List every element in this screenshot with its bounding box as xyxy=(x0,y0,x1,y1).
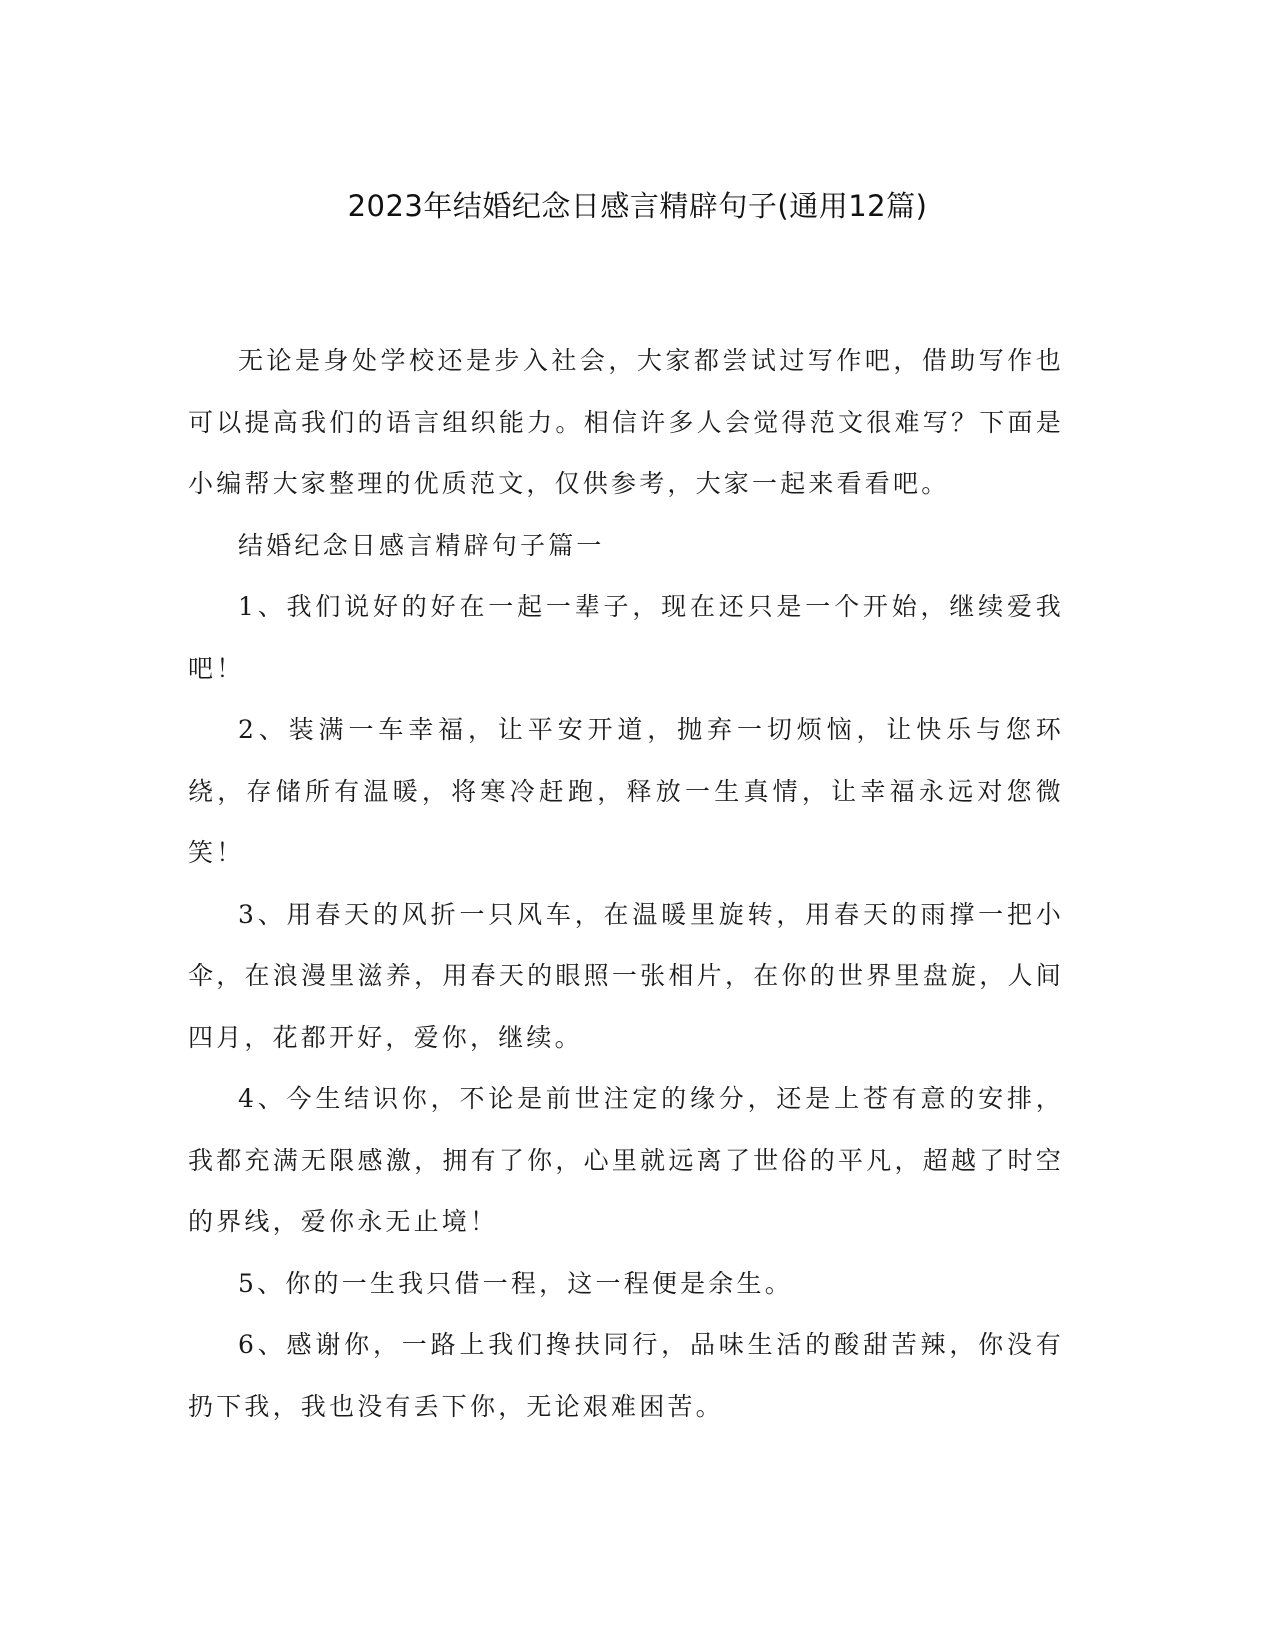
list-item: 4、今生结识你，不论是前世注定的缘分，还是上苍有意的安排，我都充满无限感激，拥有了你，心里就远离了世俗的平凡，超越了时空的界线，爱你永无止境！ xyxy=(188,1084,1064,1236)
list-item: 6、感谢你，一路上我们搀扶同行，品味生活的酸甜苦辣，你没有扔下我，我也没有丢下你，无论艰难困苦。 xyxy=(188,1330,1064,1421)
intro-paragraph: 无论是身处学校还是步入社会，大家都尝试过写作吧，借助写作也可以提高我们的语言组织能力。相信许多人会觉得范文很难写？下面是小编帮大家整理的优质范文，仅供参考，大家一起来看看吧。 xyxy=(188,346,1064,498)
list-item: 1、我们说好的好在一起一辈子，现在还只是一个开始，继续爱我吧！ xyxy=(188,592,1064,683)
section-heading: 结婚纪念日感言精辟句子篇一 xyxy=(238,530,605,560)
list-item: 3、用春天的风折一只风车，在温暖里旋转，用春天的雨撑一把小伞，在浪漫里滋养，用春天的眼照一张相片，在你的世界里盘旋，人间四月，花都开好，爱你，继续。 xyxy=(188,899,1064,1052)
list-item: 2、装满一车幸福，让平安开道，抛弃一切烦恼，让快乐与您环绕，存储所有温暖，将寒冷赶跑，释放一生真情，让幸福永远对您微笑！ xyxy=(188,715,1064,867)
document-body xyxy=(188,330,1064,1437)
document-title: 2023年结婚纪念日感言精辟句子(通用12篇) xyxy=(347,189,928,223)
list-item: 5、你的一生我只借一程，这一程便是余生。 xyxy=(238,1268,793,1298)
